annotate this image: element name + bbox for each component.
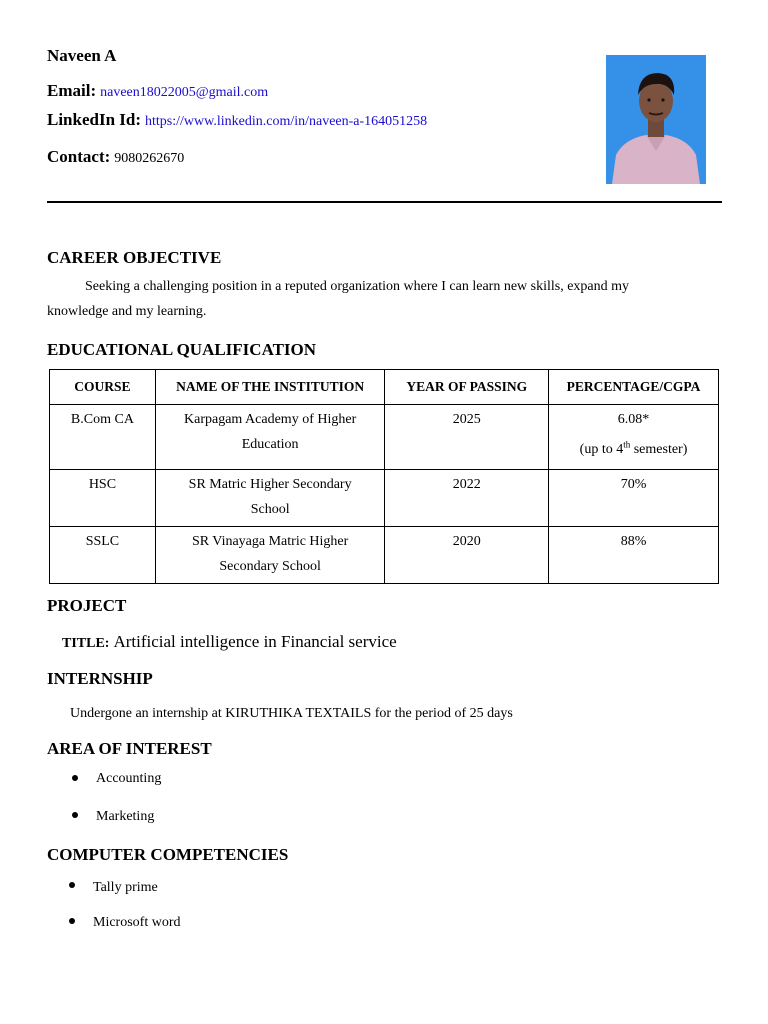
column-header: YEAR OF PASSING [385,370,549,405]
score-note-text: (up to 4 [579,442,624,457]
computer-heading: COMPUTER COMPETENCIES [47,845,289,864]
email-link[interactable]: naveen18022005@gmail.com [100,85,269,100]
education-heading: EDUCATIONAL QUALIFICATION [47,340,317,359]
header-divider [47,201,722,203]
course-cell: B.Com CA [50,405,156,470]
internship-text: Undergone an internship at KIRUTHIKA TEXTAILS for the period of 25 days [70,706,513,721]
table-row [50,405,719,470]
course-cell: HSC [50,470,156,527]
interest-heading: AREA OF INTEREST [47,739,212,758]
project-heading: PROJECT [47,596,127,615]
bullet-icon [69,882,75,888]
table-row [50,470,719,527]
project-title-line [62,632,397,652]
linkedin-line [47,110,427,130]
linkedin-label: LinkedIn Id: [47,110,142,129]
candidate-name: Naveen A [47,46,117,65]
career-objective-heading: CAREER OBJECTIVE [47,248,222,267]
career-objective-line1: Seeking a challenging position in a reputed organization where I can learn new skills, expand my [85,279,630,294]
score-note-sup: th [623,439,631,450]
career-objective-text [47,274,707,324]
computer-item: Microsoft word [93,915,181,930]
score-value: 6.08* [617,412,650,427]
profile-photo [606,55,706,184]
column-header: NAME OF THE INSTITUTION [155,370,385,405]
course-cell: SSLC [50,527,156,584]
institution-cell [155,470,385,527]
column-header: PERCENTAGE/CGPA [549,370,719,405]
institution-line: Education [241,437,299,452]
institution-line: SR Vinayaga Matric Higher [191,534,349,549]
bullet-icon [69,918,75,924]
institution-line: School [250,502,290,517]
institution-line: Karpagam Academy of Higher [184,412,357,427]
column-header: COURSE [50,370,156,405]
contact-label: Contact: [47,147,111,166]
interest-item: Accounting [96,771,162,786]
institution-line: Secondary School [219,559,321,574]
person-portrait-icon [606,55,706,184]
contact-line [47,147,184,167]
project-title-label: TITLE: [62,636,110,651]
education-table [49,369,719,584]
interest-item: Marketing [96,809,155,824]
institution-cell [155,405,385,470]
year-cell: 2022 [385,470,549,527]
career-objective-line2: knowledge and my learning. [47,304,207,319]
table-row [50,527,719,584]
bullet-icon [72,775,78,781]
score-cell [549,405,719,470]
email-line [47,81,268,101]
score-note-text: semester) [630,442,688,457]
computer-item: Tally prime [93,880,158,895]
project-title: Artificial intelligence in Financial service [113,632,397,651]
table-header-row [50,370,719,405]
internship-heading: INTERNSHIP [47,669,153,688]
contact-number: 9080262670 [114,151,185,166]
email-label: Email: [47,81,97,100]
score-cell: 88% [549,527,719,584]
score-note [580,437,688,462]
institution-cell [155,527,385,584]
year-cell: 2020 [385,527,549,584]
score-cell: 70% [549,470,719,527]
year-cell: 2025 [385,405,549,470]
institution-line: SR Matric Higher Secondary [188,477,352,492]
linkedin-link[interactable]: https://www.linkedin.com/in/naveen-a-164051258 [145,114,428,129]
bullet-icon [72,812,78,818]
